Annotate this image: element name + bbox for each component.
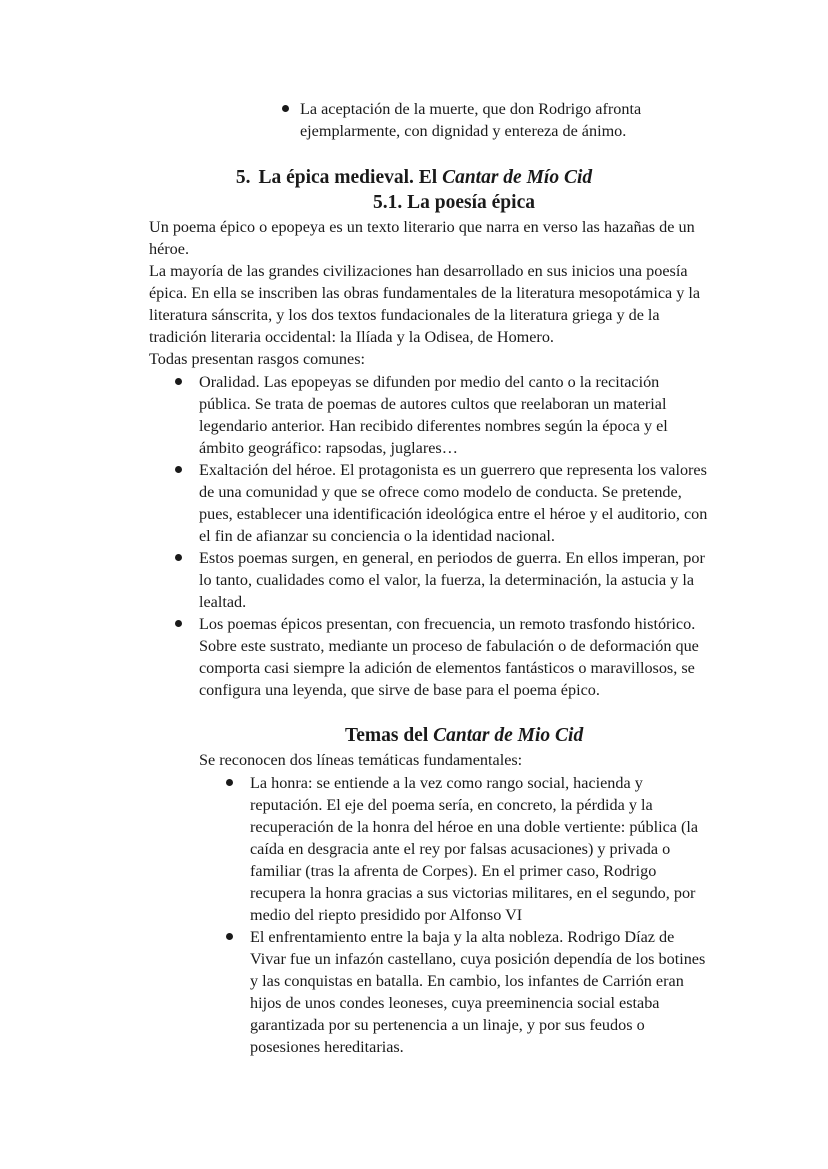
text-line: reputación. El eje del poema sería, en concreto, la pérdida y la	[250, 796, 653, 814]
heading-number: 5.	[235, 167, 251, 188]
text-line: Todas presentan rasgos comunes:	[149, 350, 365, 368]
text-line: Exaltación del héroe. El protagonista es un guerrero que representa los valores	[199, 461, 707, 479]
section-heading-5	[0, 166, 828, 190]
text-line: legendario anterior. Han recibido diferentes nombres según la época y el	[199, 417, 668, 435]
text-line: épica. En ella se inscriben las obras fundamentales de la literatura mesopotámica y la	[149, 284, 701, 302]
text-line: configura una leyenda, que sirve de base para el poema épico.	[199, 681, 600, 699]
temas-intro: Se reconocen dos líneas temáticas fundamentales:	[199, 751, 523, 769]
text-line: pública. Se trata de poemas de autores cultos que reelaboran un material	[199, 395, 667, 413]
heading-italic-text: Cantar de Mío Cid	[442, 167, 593, 188]
heading-italic-text: Cantar de Mio Cid	[433, 725, 584, 746]
text-line: lo tanto, cualidades como el valor, la fuerza, la determinación, la astucia y la	[199, 571, 695, 589]
text-line: literatura sánscrita, y los dos textos fundacionales de la literatura griega y de la	[149, 306, 660, 324]
text-line: héroe.	[149, 240, 189, 258]
text-line: recupera la honra gracias a sus victorias militares, en el segundo, por	[250, 884, 696, 902]
text-line: familiar (tras la afrenta de Corpes). En el primer caso, Rodrigo	[250, 862, 657, 880]
text-line: tradición literaria occidental: la Ilíada y la Odisea, de Homero.	[149, 328, 554, 346]
bullet-icon	[175, 466, 182, 473]
text-line: Oralidad. Las epopeyas se difunden por medio del canto o la recitación	[199, 373, 660, 391]
text-line: La mayoría de las grandes civilizaciones han desarrollado en sus inicios una poesía	[149, 262, 688, 280]
bullet-icon	[175, 620, 182, 627]
bullet-icon	[175, 554, 182, 561]
bullet-icon	[226, 933, 233, 940]
text-line: de una comunidad y que se ofrece como modelo de conducta. Se pretende,	[199, 483, 682, 501]
text-line: Sobre este sustrato, mediante un proceso de fabulación o de deformación que	[199, 637, 699, 655]
text-line: lealtad.	[199, 593, 247, 611]
text-line: ámbito geográfico: rapsodas, juglares…	[199, 439, 458, 457]
bullet-icon	[282, 105, 289, 112]
text-line: Vivar fue un infazón castellano, cuya posición dependía de los botines	[250, 950, 706, 968]
bullet-icon	[226, 779, 233, 786]
text-line: y las conquistas en batalla. En cambio, los infantes de Carrión eran	[250, 972, 684, 990]
text-line: El enfrentamiento entre la baja y la alta nobleza. Rodrigo Díaz de	[250, 928, 675, 946]
bullet-icon	[175, 378, 182, 385]
text-line: medio del riepto presidido por Alfonso VI	[250, 906, 523, 924]
temas-heading	[345, 724, 583, 748]
text-line: hijos de unos condes leoneses, cuya preeminencia social estaba	[250, 994, 660, 1012]
text-line: Estos poemas surgen, en general, en periodos de guerra. En ellos imperan, por	[199, 549, 705, 567]
text-line: pues, establecer una identificación ideológica entre el héroe y el auditorio, con	[199, 505, 708, 523]
text-line: caída en desgracia ante el rey por falsas acusaciones) y privada o	[250, 840, 671, 858]
text-line: posesiones hereditarias.	[250, 1038, 404, 1056]
heading-text: La épica medieval. El	[258, 167, 443, 188]
text-line: el fin de afianzar su conciencia o la identidad nacional.	[199, 527, 555, 545]
text-line: Un poema épico o epopeya es un texto literario que narra en verso las hazañas de un	[149, 218, 695, 236]
heading-text: Temas del	[345, 725, 434, 746]
text-line: La honra: se entiende a la vez como rango social, hacienda y	[250, 774, 643, 792]
text-line: La aceptación de la muerte, que don Rodrigo afronta	[300, 100, 642, 118]
section-heading-5-1: 5.1. La poesía épica	[373, 192, 535, 213]
text-line: garantizada por su pertenencia a un linaje, y por sus feudos o	[250, 1016, 645, 1034]
text-line: ejemplarmente, con dignidad y entereza de ánimo.	[300, 122, 627, 140]
text-line: Los poemas épicos presentan, con frecuencia, un remoto trasfondo histórico.	[199, 615, 696, 633]
text-line: comporta casi siempre la adición de elementos fantásticos o maravillosos, se	[199, 659, 695, 677]
text-line: recuperación de la honra del héroe en una doble vertiente: pública (la	[250, 818, 699, 836]
